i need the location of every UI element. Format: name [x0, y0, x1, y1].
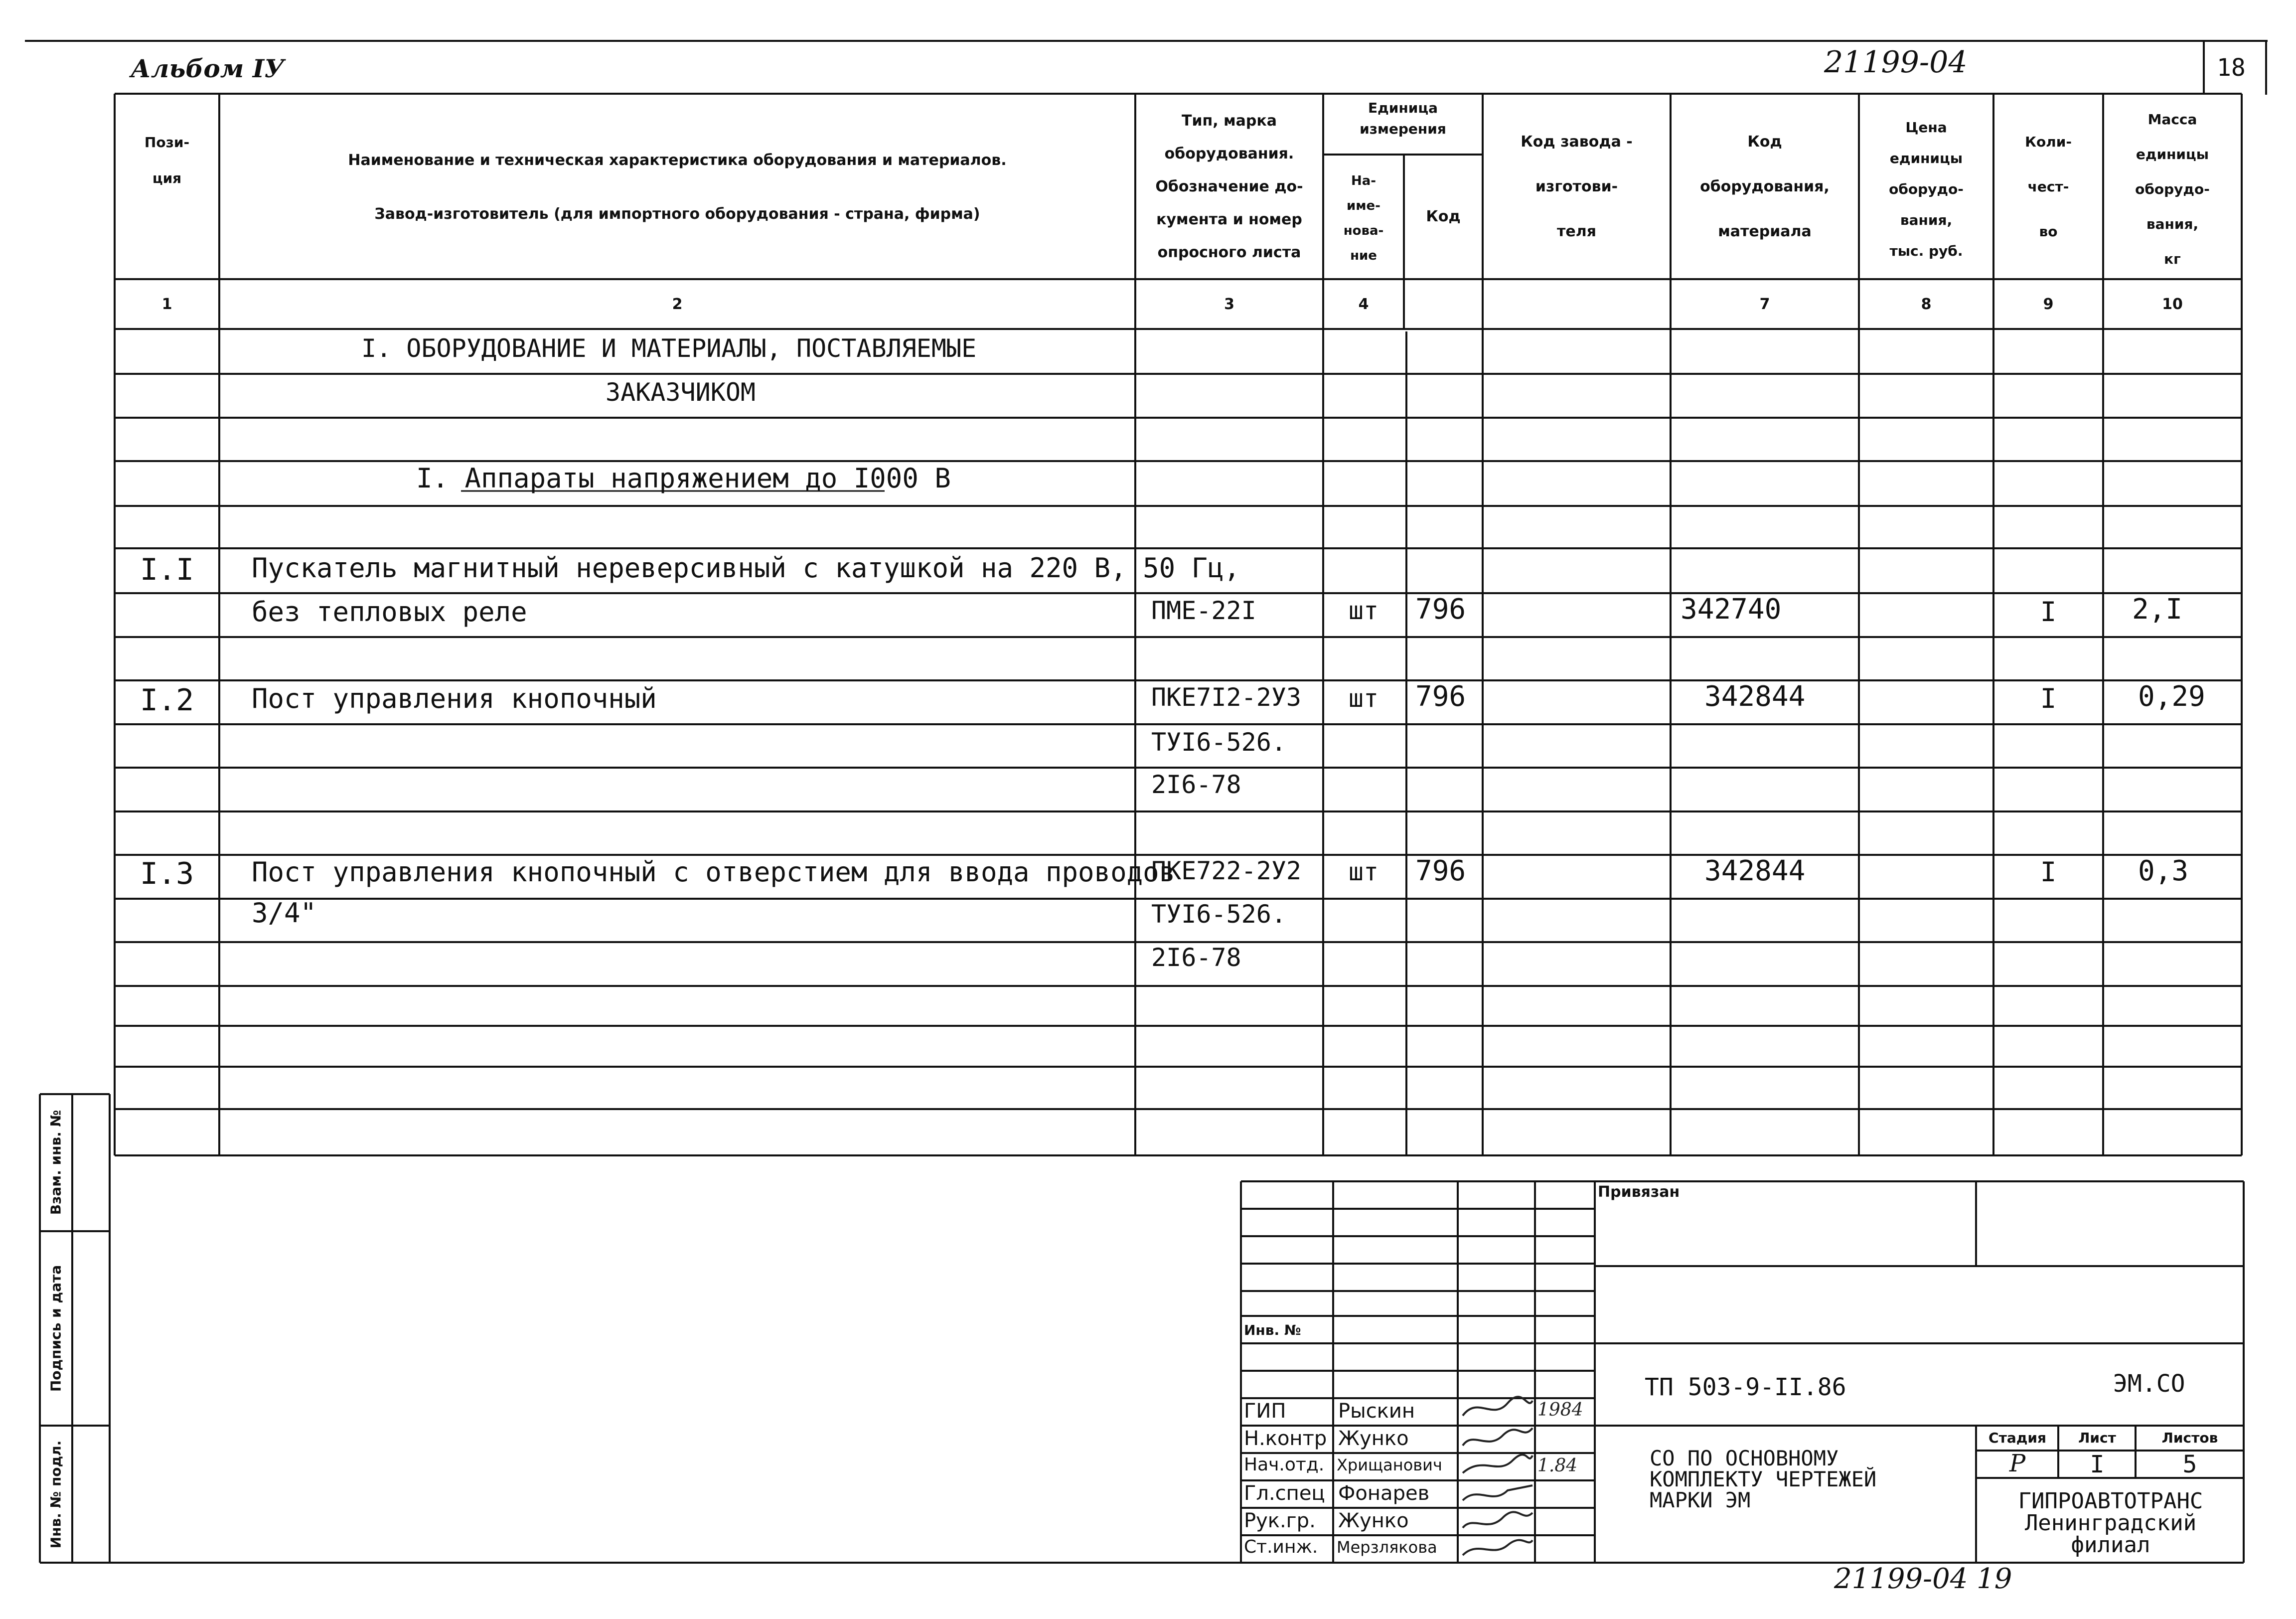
col-maker-code-header: Код завода - изготови- теля — [1521, 133, 1633, 240]
item-3-unit-code: 796 — [1415, 855, 1466, 887]
item-2-unit: шт — [1348, 684, 1379, 713]
col-num-4: 4 — [1358, 296, 1369, 313]
item-3-type-line-1: ПКЕ722-2У2 — [1151, 856, 1302, 885]
signature-gip — [1463, 1397, 1532, 1416]
col-num-9: 9 — [2043, 296, 2054, 313]
col-type-header: Тип, марка оборудования. Обозначение до- кумента и номер опросного листа — [1155, 112, 1303, 261]
role-chief-spec: Гл.спец — [1244, 1482, 1325, 1505]
signatures — [1458, 1391, 1537, 1563]
item-3-unit: шт — [1348, 857, 1379, 886]
doc-mark: ЭМ.СО — [2113, 1370, 2185, 1398]
item-1-unit: шт — [1348, 596, 1379, 625]
col-unit-group-header: Единица измерения — [1360, 100, 1446, 137]
name-group-lead: Жунко — [1338, 1509, 1409, 1532]
item-1-code: 342740 — [1681, 593, 1782, 626]
role-norm-control: Н.контр — [1244, 1427, 1327, 1450]
role-gip: ГИП — [1244, 1400, 1286, 1423]
document-description: СО ПО ОСНОВНОМУ КОМПЛЕКТУ ЧЕРТЕЖЕЙ МАРКИ ЭМ — [1650, 1446, 1877, 1512]
item-3-quantity: I — [2040, 856, 2057, 888]
col-equipment-code-header: Код оборудования, материала — [1700, 133, 1830, 240]
signature-group-lead — [1463, 1512, 1532, 1528]
item-2-type-line-2: ТУI6-526. — [1151, 728, 1286, 757]
sheet-value: I — [2090, 1451, 2105, 1478]
col-num-2: 2 — [672, 296, 683, 313]
inv-label: Инв. № — [1244, 1322, 1301, 1338]
side-stamp-inv-orig: Инв. № подл. — [47, 1440, 64, 1549]
item-3-name-line-1: Пост управления кнопочный с отверстием для ввода проводов — [252, 856, 1176, 888]
side-stamp-inv: Взам. инв. № — [47, 1110, 64, 1215]
organization: ГИПРОАВТОТРАНС Ленинградский филиал — [2018, 1488, 2203, 1558]
sheets-label: Листов — [2161, 1430, 2218, 1446]
item-1-position: I.I — [140, 552, 194, 587]
date-gip: 1984 — [1537, 1400, 1583, 1420]
item-1-name-line-2: без тепловых реле — [252, 596, 527, 628]
item-2-mass: 0,29 — [2138, 680, 2205, 713]
sheets-value: 5 — [2182, 1451, 2197, 1478]
section-title-line-1: I. ОБОРУДОВАНИЕ И МАТЕРИАЛЫ, ПОСТАВЛЯЕМЫЕ — [361, 334, 977, 363]
stage-label: Стадия — [1989, 1430, 2046, 1446]
col-unit-name-header: На- име- нова- ние — [1343, 173, 1384, 263]
col-position-header: Пози- ция — [144, 134, 190, 186]
side-stamp-sign: Подпись и дата — [47, 1265, 64, 1392]
bound-label: Привязан — [1598, 1183, 1680, 1201]
name-dept-head: Хрищанович — [1337, 1456, 1442, 1474]
album-label: Альбом IУ — [131, 54, 285, 83]
col-quantity-header: Коли- чест- во — [2025, 134, 2072, 240]
item-3-type-line-2: ТУI6-526. — [1151, 900, 1286, 929]
item-2-quantity: I — [2040, 683, 2057, 714]
role-group-lead: Рук.гр. — [1244, 1509, 1316, 1532]
item-3-name-line-2: 3/4" — [252, 897, 317, 929]
item-3-position: I.3 — [140, 856, 194, 891]
col-unit-code-header: Код — [1426, 208, 1461, 225]
item-2-type-line-3: 2I6-78 — [1151, 770, 1241, 799]
col-num-7: 7 — [1759, 296, 1770, 313]
name-norm-control: Жунко — [1338, 1427, 1409, 1450]
item-3-code: 342844 — [1704, 855, 1806, 887]
doc-number: 21199-04 — [1824, 45, 1968, 80]
signature-dept-head — [1463, 1455, 1532, 1473]
footer-number: 21199-04 19 — [1834, 1563, 2012, 1595]
section-title-line-2: ЗАКАЗЧИКОМ — [606, 378, 756, 407]
col-mass-header: Масса единицы оборудо- вания, кг — [2135, 111, 2210, 267]
name-senior-engineer: Мерзлякова — [1337, 1538, 1437, 1557]
date-dept-head: 1.84 — [1537, 1456, 1578, 1476]
name-gip: Рыскин — [1338, 1400, 1415, 1423]
sheet-label: Лист — [2078, 1430, 2116, 1446]
project-code: ТП 503-9-II.86 — [1645, 1373, 1846, 1401]
subsection-title: I. Аппараты напряжением до I000 В — [416, 463, 951, 494]
item-2-name-line-1: Пост управления кнопочный — [252, 683, 657, 714]
name-chief-spec: Фонарев — [1338, 1482, 1430, 1505]
item-3-mass: 0,3 — [2138, 855, 2189, 887]
item-2-position: I.2 — [140, 683, 194, 718]
role-senior-engineer: Ст.инж. — [1244, 1537, 1318, 1557]
col-num-1: 1 — [161, 296, 172, 313]
signature-senior-engineer — [1463, 1540, 1532, 1555]
col-num-8: 8 — [1921, 296, 1932, 313]
item-3-type-line-3: 2I6-78 — [1151, 943, 1241, 972]
item-2-code: 342844 — [1704, 680, 1806, 713]
col-price-header: Цена единицы оборудо- вания, тыс. руб. — [1889, 119, 1964, 259]
stage-value: Р — [2009, 1450, 2026, 1477]
item-1-unit-code: 796 — [1415, 593, 1466, 626]
item-1-type: ПМЕ-22I — [1151, 596, 1256, 625]
signature-norm-control — [1463, 1428, 1532, 1446]
item-2-type-line-1: ПКЕ7I2-2У3 — [1151, 683, 1302, 712]
col-num-10: 10 — [2162, 296, 2183, 313]
item-2-unit-code: 796 — [1415, 680, 1466, 713]
item-1-quantity: I — [2040, 596, 2057, 628]
col-num-3: 3 — [1224, 296, 1234, 313]
item-1-mass: 2,I — [2132, 593, 2183, 626]
role-dept-head: Нач.отд. — [1244, 1455, 1325, 1475]
item-1-name-line-1: Пускатель магнитный нереверсивный с катушкой на 220 В, 50 Гц, — [252, 552, 1240, 584]
signature-chief-spec — [1463, 1485, 1532, 1500]
sheet-number: 18 — [2217, 54, 2246, 82]
col-name-header: Наименование и техническая характеристика оборудования и материалов. Завод-изготовитель (для импортного оборудования - страна, фирма) — [348, 152, 1007, 223]
